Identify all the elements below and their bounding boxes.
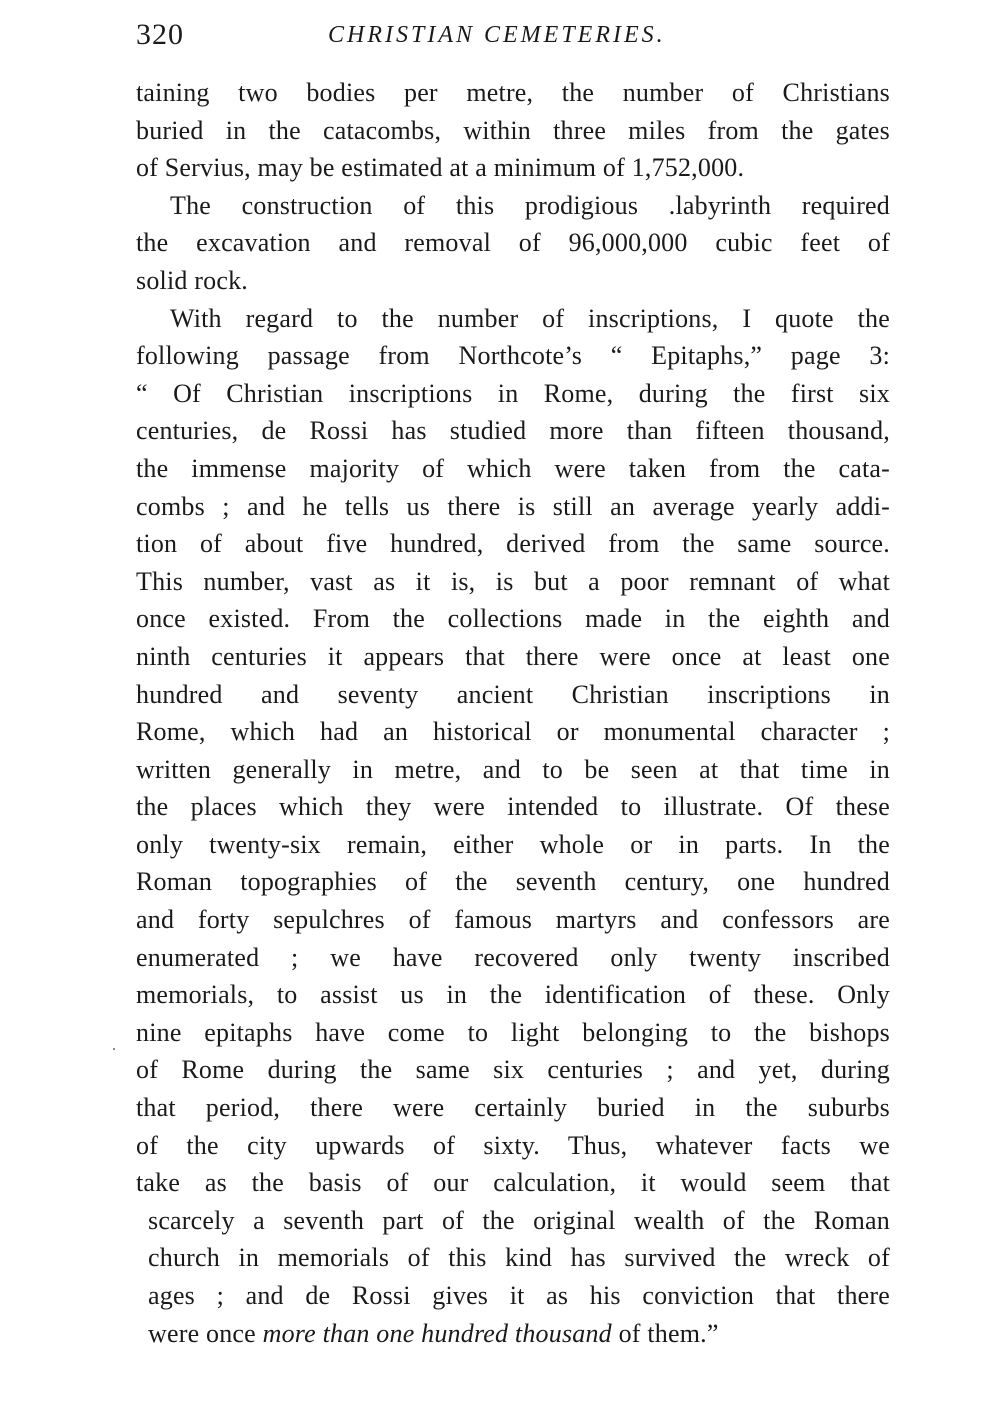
text-line: nine epitaphs have come to light belonging to the bishops — [136, 1017, 890, 1047]
text-line: only twenty-six remain, either whole or in parts. In the — [136, 829, 890, 859]
text-line: of Rome during the same six centuries ; and yet, during — [136, 1055, 890, 1085]
text-line: tion of about five hundred, derived from the same source. — [136, 529, 890, 559]
text-line: combs ; and he tells us there is still an average yearly addi- — [136, 491, 890, 521]
text-line: and forty sepulchres of famous martyrs and confessors are — [136, 905, 890, 935]
text-line: This number, vast as it is, is but a poor remnant of what — [136, 566, 890, 596]
paragraph-2 — [136, 187, 890, 300]
text-line: church in memorials of this kind has survived the wreck of — [148, 1243, 890, 1273]
body-text — [136, 74, 890, 1352]
text-line: ninth centuries it appears that there were once at least one — [136, 641, 890, 671]
text-line: centuries, de Rossi has studied more than fifteen thousand, — [136, 416, 890, 446]
paragraph-3 — [136, 300, 890, 1353]
page-header — [136, 18, 896, 58]
text-line: following passage from Northcote’s “ Epitaphs,” page 3: — [136, 341, 890, 371]
text-line: ages ; and de Rossi gives it as his conviction that there — [148, 1281, 890, 1310]
text-line: the excavation and removal of 96,000,000 cubic feet of — [136, 228, 890, 258]
final-line-start: were once — [148, 1318, 263, 1348]
text-line: scarcely a seventh part of the original wealth of the Roman — [148, 1205, 890, 1235]
text-line: of the city upwards of sixty. Thus, whatever facts we — [136, 1130, 890, 1160]
text-line: of Servius, may be estimated at a minimum of 1,752,000. — [136, 153, 745, 183]
text-line: With regard to the number of inscriptions, I quote the — [170, 303, 890, 333]
text-line: taining two bodies per metre, the number of Christians — [136, 78, 890, 107]
text-line: buried in the catacombs, within three miles from the gates — [136, 115, 890, 145]
text-line: once existed. From the collections made in the eighth and — [136, 604, 890, 634]
final-line-end: of them.” — [611, 1318, 719, 1348]
text-line: take as the basis of our calculation, it would seem that — [136, 1168, 890, 1198]
text-line-final — [136, 1315, 890, 1353]
text-line: that period, there were certainly buried in the suburbs — [136, 1093, 890, 1123]
text-line: hundred and seventy ancient Christian inscriptions in — [136, 679, 890, 709]
text-line: solid rock. — [136, 265, 248, 295]
text-line: the immense majority of which were taken from the cata- — [136, 453, 890, 483]
text-line: memorials, to assist us in the identification of these. Only — [136, 980, 890, 1010]
page-number: 320 — [136, 18, 184, 51]
text-line: Roman topographies of the seventh century, one hundred — [136, 867, 890, 897]
text-line: written generally in metre, and to be seen at that time in — [136, 754, 890, 784]
running-title: CHRISTIAN CEMETERIES. — [328, 22, 666, 48]
text-line: enumerated ; we have recovered only twenty inscribed — [136, 942, 890, 972]
text-line: Rome, which had an historical or monumental character ; — [136, 717, 890, 747]
text-line: The construction of this prodigious .labyrinth required — [170, 190, 890, 220]
emphasized-phrase: more than one hundred thousand — [262, 1318, 612, 1348]
text-line: the places which they were intended to illustrate. Of these — [136, 792, 890, 822]
paragraph-1 — [136, 74, 890, 187]
text-line: “ Of Christian inscriptions in Rome, during the first six — [136, 378, 890, 408]
scan-speck — [113, 1048, 115, 1050]
